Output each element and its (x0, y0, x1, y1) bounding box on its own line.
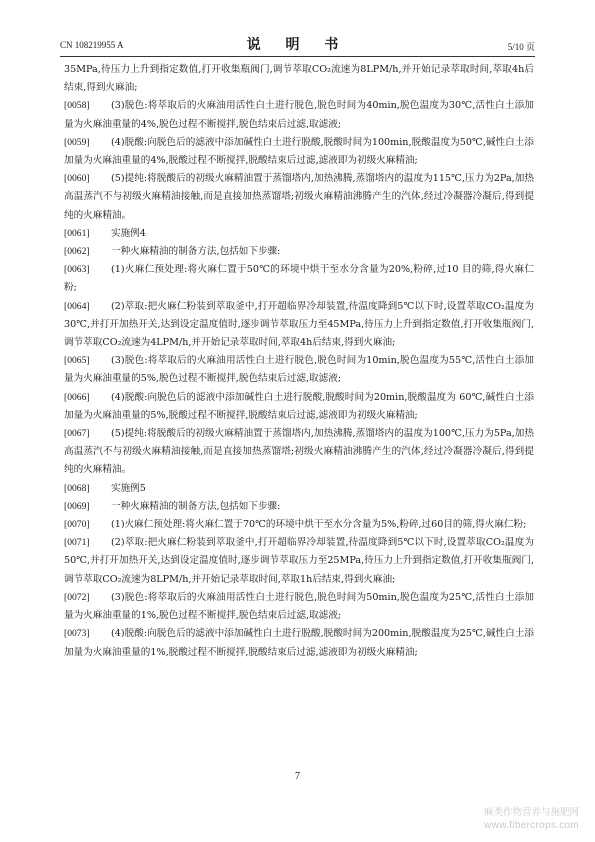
paragraph-number: [0060] (64, 173, 90, 185)
paragraph-number: [0065] (64, 355, 90, 367)
paragraph-number: [0070] (64, 519, 90, 531)
paragraph (64, 170, 534, 225)
patent-number: CN 108219955 A (60, 40, 124, 50)
paragraph-text: 35MPa,待压力上升到指定数值,打开收集瓶阀门,调节萃取CO₂流速为8LPM/h,并开始记录萃取时间,萃取4h后结束,得到火麻油; (64, 64, 534, 94)
paragraph (64, 225, 534, 243)
paragraph-text: (5)提纯:将脱酸后的初级火麻精油置于蒸馏塔内,加热沸腾,蒸馏塔内的温度为115℃,压力为2Pa,加热高温蒸汽不与初级火麻精油接触,而是直接加热蒸馏塔;初级火麻精油沸腾产生的汽体,经过冷凝器冷凝后,得到提纯的火麻精油。 (64, 173, 534, 221)
paragraph-text: (2)萃取:把火麻仁粉装到萃取釜中,打开超临界冷却装置,待温度降到5℃以下时,设置萃取CO₂温度为30℃,并打开加热开关,达到设定温度值时,逐步调节萃取压力至45MPa,待压力上升到指定数值,打开收集瓶阀门,调节萃取CO₂流速为4LPM/h,并开始记录萃取时间,萃取4h后结束,得到火麻油; (64, 300, 534, 349)
section-heading: 实施例5 (111, 482, 146, 494)
paragraph (64, 97, 534, 133)
paragraph (64, 352, 534, 388)
paragraph-number: [0068] (64, 482, 90, 494)
paragraph-text: (4)脱酸:向脱色后的滤液中添加碱性白土进行脱酸,脱酸时间为200min,脱酸温度为25℃,碱性白土添加量为火麻油重量的1%,脱酸过程不断搅拌,脱酸结束后过滤,滤液即为初级火麻精油; (64, 628, 534, 658)
header-rule (60, 56, 535, 57)
paragraph-number: [0067] (64, 428, 90, 440)
paragraph-text: (4)脱酸:向脱色后的滤液中添加碱性白土进行脱酸,脱酸时间为20min,脱酸温度为 60℃,碱性白土添加量为火麻油重量的5%,脱酸过程不断搅拌,脱酸结束后过滤,滤液即为初级火麻精油; (64, 391, 534, 421)
section-heading: 实施例4 (111, 227, 146, 239)
paragraph-text: (2)萃取:把火麻仁粉装到萃取釜中,打开超临界冷却装置,待温度降到5℃以下时,设置萃取CO₂温度为50℃,并打开加热开关,达到设定温度值时,逐步调节萃取压力至25MPa,待压力上升到指定数值,打开收集瓶阀门,调节萃取CO₂流速为8LPM/h,并开始记录萃取时间,萃取1h后结束,得到火麻油; (64, 537, 534, 585)
paragraph-number: [0063] (64, 264, 90, 276)
paragraph-number: [0072] (64, 591, 90, 603)
paragraph-text: (3)脱色:将萃取后的火麻油用活性白土进行脱色,脱色时间为10min,脱色温度为55℃,活性白土添加量为火麻油重量的5%,脱色过程不断搅拌,脱色结束后过滤,取滤液; (64, 355, 534, 385)
paragraph (64, 261, 534, 297)
document-title: 说 明 书 (246, 37, 349, 53)
paragraph-number: [0064] (64, 300, 90, 312)
watermark (484, 806, 579, 832)
paragraph-number: [0069] (64, 500, 90, 512)
paragraph-text: 一种火麻精油的制备方法,包括如下步骤: (111, 500, 281, 512)
paragraph (64, 425, 534, 480)
paragraph-text: (4)脱酸:向脱色后的滤液中添加碱性白土进行脱酸,脱酸时间为100min,脱酸温度为50℃,碱性白土添加量为火麻油重量的4%,脱酸过程不断搅拌,脱酸结束后过滤,滤液即为初级火麻精油; (64, 136, 534, 167)
paragraph (64, 480, 534, 498)
paragraph-text: (5)提纯:将脱酸后的初级火麻精油置于蒸馏塔内,加热沸腾,蒸馏塔内的温度为100℃,压力为5Pa,加热高温蒸汽不与初级火麻精油接触,而是直接加热蒸馏塔;初级火麻精油沸腾产生的汽体,经过冷凝器冷凝后,得到提纯的火麻精油。 (64, 428, 534, 476)
paragraph-text: 一种火麻精油的制备方法,包括如下步骤: (111, 246, 281, 258)
paragraph (64, 298, 534, 353)
page-ratio: 5/10 页 (507, 42, 535, 52)
document-body (64, 61, 534, 662)
paragraph-number: [0058] (64, 100, 90, 112)
paragraph-number: [0071] (64, 537, 90, 549)
paragraph (64, 534, 534, 589)
paragraph-number: [0062] (64, 246, 90, 258)
paragraph-number: [0059] (64, 136, 90, 148)
paragraph (64, 625, 534, 661)
page-number: 7 (295, 771, 300, 782)
paragraph-text: (3)脱色:将萃取后的火麻油用活性白土进行脱色,脱色时间为50min,脱色温度为25℃,活性白土添加量为火麻油重量的1%,脱色过程不断搅拌,脱色结束后过滤,取滤液; (64, 591, 534, 622)
page-header (60, 34, 535, 54)
watermark-url: www.fibercrops.com (484, 820, 579, 831)
paragraph (64, 61, 534, 97)
paragraph (64, 498, 534, 516)
paragraph (64, 243, 534, 261)
paragraph-text: (1)火麻仁预处理:将火麻仁置于70℃的环境中烘干至水分含量为5%,粉碎,过60目的筛,得火麻仁粉; (111, 519, 527, 531)
paragraph-number: [0073] (64, 628, 90, 640)
watermark-site-name: 麻类作物营养与施肥网 (483, 807, 579, 818)
paragraph (64, 589, 534, 625)
paragraph-number: [0061] (64, 227, 90, 239)
paragraph (64, 389, 534, 425)
paragraph (64, 516, 534, 534)
paragraph-text: (3)脱色:将萃取后的火麻油用活性白土进行脱色,脱色时间为40min,脱色温度为30℃,活性白土添加量为火麻油重量的4%,脱色过程不断搅拌,脱色结束后过滤,取滤液; (64, 100, 534, 130)
paragraph-text: (1)火麻仁预处理:将火麻仁置于50℃的环境中烘干至水分含量为20%,粉碎,过10 目的筛,得火麻仁粉; (64, 264, 534, 294)
paragraph-number: [0066] (64, 391, 90, 403)
paragraph (64, 134, 534, 170)
